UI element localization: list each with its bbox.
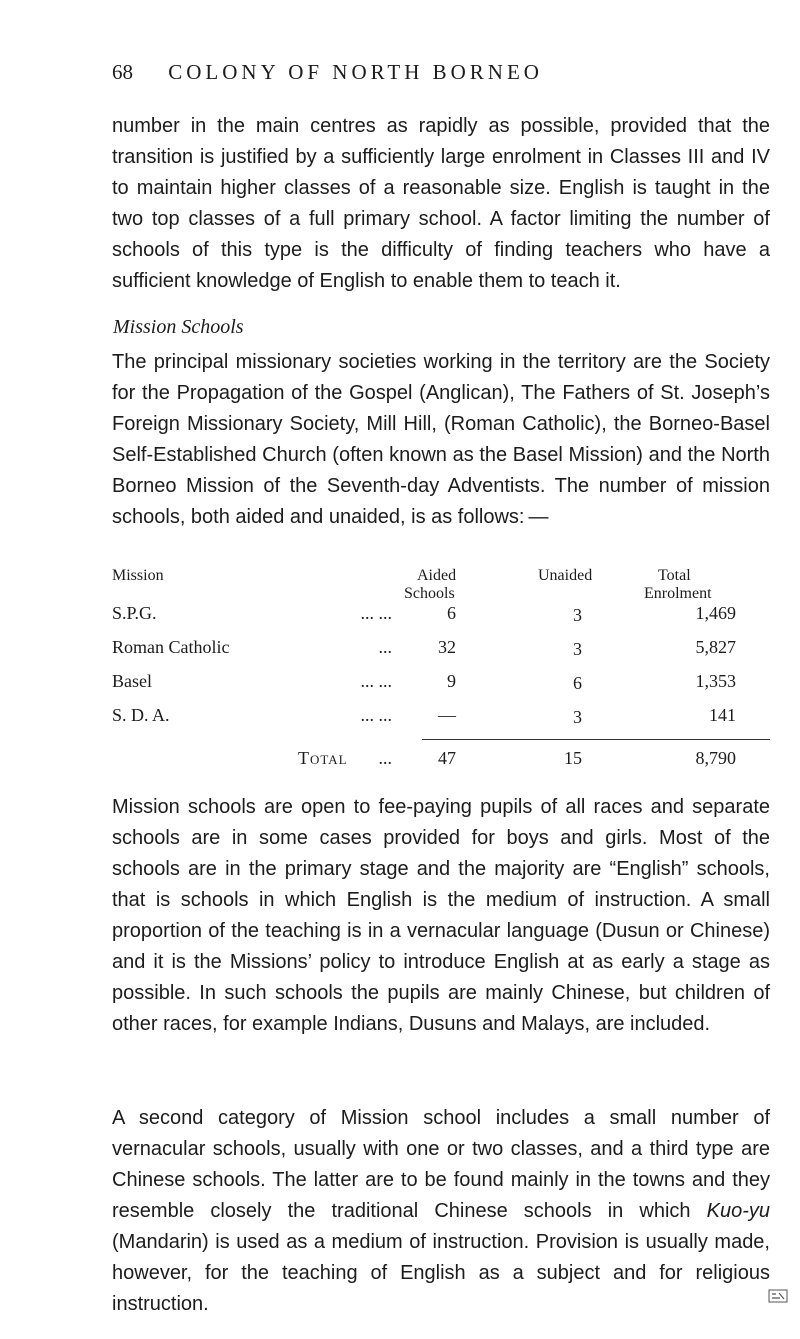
- paragraph-2: [112, 347, 770, 533]
- row-sda-mission: S. D. A.: [112, 705, 170, 725]
- row-spg-unaided: 3: [573, 605, 582, 625]
- col-header-unaided: Unaided: [538, 567, 593, 584]
- paragraph-3: Mission schools are open to fee-paying pupils of all races and separate schools are in some cases provided for boys and girls. Most of the schools are in the primary stage and the majority are “English” schools, that is schools in which English is the medium of instruction. A small proportion of the teaching is in a vernacular language (Dusun or Chinese) and it is the Missions’ policy to introduce English at as early a stage as possible. In such schools the pupils are mainly Chinese, but children of other races, for example Indians, Dusuns and Malays, are included.: [112, 796, 770, 1035]
- row-basel-dots: ... ...: [360, 671, 392, 691]
- col-header-aided: Aided: [417, 567, 457, 584]
- row-rc-unaided: 3: [573, 639, 582, 659]
- italic-term: Kuo-yu: [706, 1200, 770, 1222]
- row-sda-unaided: 3: [573, 707, 582, 727]
- row-spg-mission: S.P.G.: [112, 603, 157, 623]
- row-rc-dots: ...: [378, 637, 392, 657]
- row-spg-enrolment: 1,469: [695, 603, 736, 623]
- row-rc-mission: Roman Catholic: [112, 637, 230, 657]
- total-dots: ...: [378, 748, 392, 768]
- total-aided: 47: [438, 748, 456, 768]
- total-rule: [422, 739, 770, 740]
- paragraph-4: [112, 1103, 770, 1320]
- row-basel-enrolment: 1,353: [695, 671, 736, 691]
- row-rc-enrolment: 5,827: [695, 637, 736, 657]
- paragraph-2-text: The principal missionary societies working in the territory are the Society for the Propagation of the Gospel (Anglican), The Fathers of St. Joseph’s Foreign Missionary Society, Mill Hill, (Roman Catholic), the Borneo-Basel Self-Established Church (often known as the Basel Mission) and the North Borneo Mission of the Seventh-day Adventists. The number of mission schools, both aided and unaided, is as follows: —: [112, 351, 770, 528]
- row-spg-dots: ... ...: [360, 603, 392, 623]
- page-number: 68: [112, 60, 133, 84]
- total-label: Total: [298, 748, 348, 768]
- col-header-total: Total: [658, 567, 691, 584]
- row-spg-aided: 6: [447, 603, 456, 623]
- row-sda-dots: ... ...: [360, 705, 392, 725]
- row-basel-unaided: 6: [573, 673, 582, 693]
- section-heading: Mission Schools: [113, 316, 244, 338]
- running-header: [112, 60, 672, 85]
- printers-mark-icon: [768, 1287, 788, 1305]
- col-header-enrolment: Enrolment: [644, 585, 712, 602]
- paragraph-4-text: A second category of Mission school includes a small number of vernacular schools, usually with one or two classes, and a third type are Chinese schools. The latter are to be found mainly in the towns and they resemble closely the traditional Chinese schools in which Kuo-yu (Mandarin) is used as a medium of instruction. Provision is usually made, however, for the teaching of English as a subject and for religious instruction.: [112, 1107, 770, 1315]
- row-basel-mission: Basel: [112, 671, 152, 691]
- row-sda-aided: —: [438, 705, 456, 725]
- running-title: COLONY OF NORTH BORNEO: [168, 60, 543, 84]
- col-header-mission: Mission: [112, 567, 164, 584]
- paragraph-1: number in the main centres as rapidly as possible, provided that the transition is justified by a sufficiently large enrolment in Classes III and IV to maintain higher classes of a reasonable size. English is taught in the two top classes of a full primary school. A factor limiting the number of schools of this type is the difficulty of finding teachers who have a sufficient knowledge of English to enable them to teach it.: [112, 115, 770, 292]
- row-sda-enrolment: 141: [709, 705, 736, 725]
- total-enrolment: 8,790: [695, 748, 736, 768]
- total-unaided: 15: [564, 748, 582, 768]
- row-rc-aided: 32: [438, 637, 456, 657]
- row-basel-aided: 9: [447, 671, 456, 691]
- col-header-aided-schools: Schools: [404, 585, 455, 602]
